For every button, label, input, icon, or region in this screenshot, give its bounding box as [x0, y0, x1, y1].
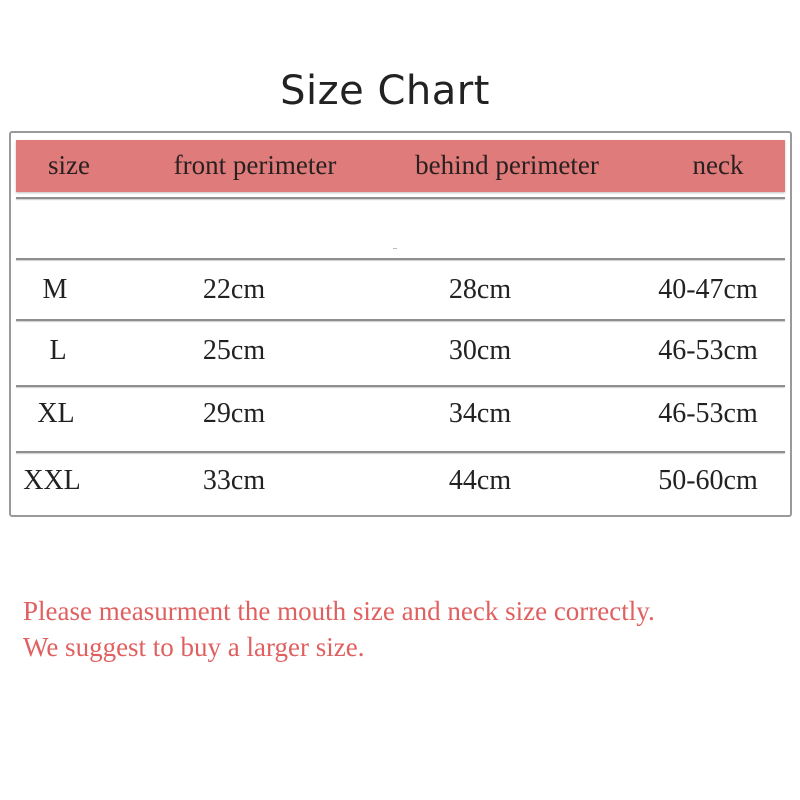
header-neck: neck — [692, 150, 744, 180]
row-divider — [16, 197, 785, 199]
cell-neck: 50-60cm — [658, 465, 758, 496]
row-divider — [16, 319, 785, 321]
cell-behind-perimeter: 34cm — [448, 398, 512, 429]
table-header-row — [16, 140, 785, 192]
table-row — [11, 465, 790, 505]
size-note-measurement: Please measurment the mouth size and neck size correctly. — [23, 596, 655, 626]
header-front-perimeter: front perimeter — [173, 150, 337, 180]
header-size: size — [48, 150, 90, 180]
page-title: Size Chart — [280, 68, 490, 114]
cell-size: XL — [37, 398, 75, 429]
cell-front-perimeter: 22cm — [202, 274, 266, 305]
cell-size: L — [49, 335, 67, 366]
cell-size: XXL — [23, 465, 81, 496]
cell-neck: 40-47cm — [658, 274, 758, 305]
cell-front-perimeter: 33cm — [202, 465, 266, 496]
table-row — [11, 398, 790, 438]
header-behind-perimeter: behind perimeter — [415, 150, 599, 180]
cell-behind-perimeter: 30cm — [448, 335, 512, 366]
size-table — [9, 131, 792, 517]
cell-neck: 46-53cm — [658, 398, 758, 429]
size-note-suggestion: We suggest to buy a larger size. — [23, 632, 365, 662]
cell-front-perimeter: 29cm — [202, 398, 266, 429]
cell-behind-perimeter: 28cm — [448, 274, 512, 305]
cell-neck: 46-53cm — [658, 335, 758, 366]
row-divider — [16, 258, 785, 260]
cell-size: M — [42, 274, 68, 305]
row-divider — [16, 451, 785, 453]
stray-mark — [393, 248, 397, 249]
table-row — [11, 335, 790, 375]
table-row — [11, 274, 790, 314]
row-divider — [16, 385, 785, 387]
cell-behind-perimeter: 44cm — [448, 465, 512, 496]
cell-front-perimeter: 25cm — [202, 335, 266, 366]
